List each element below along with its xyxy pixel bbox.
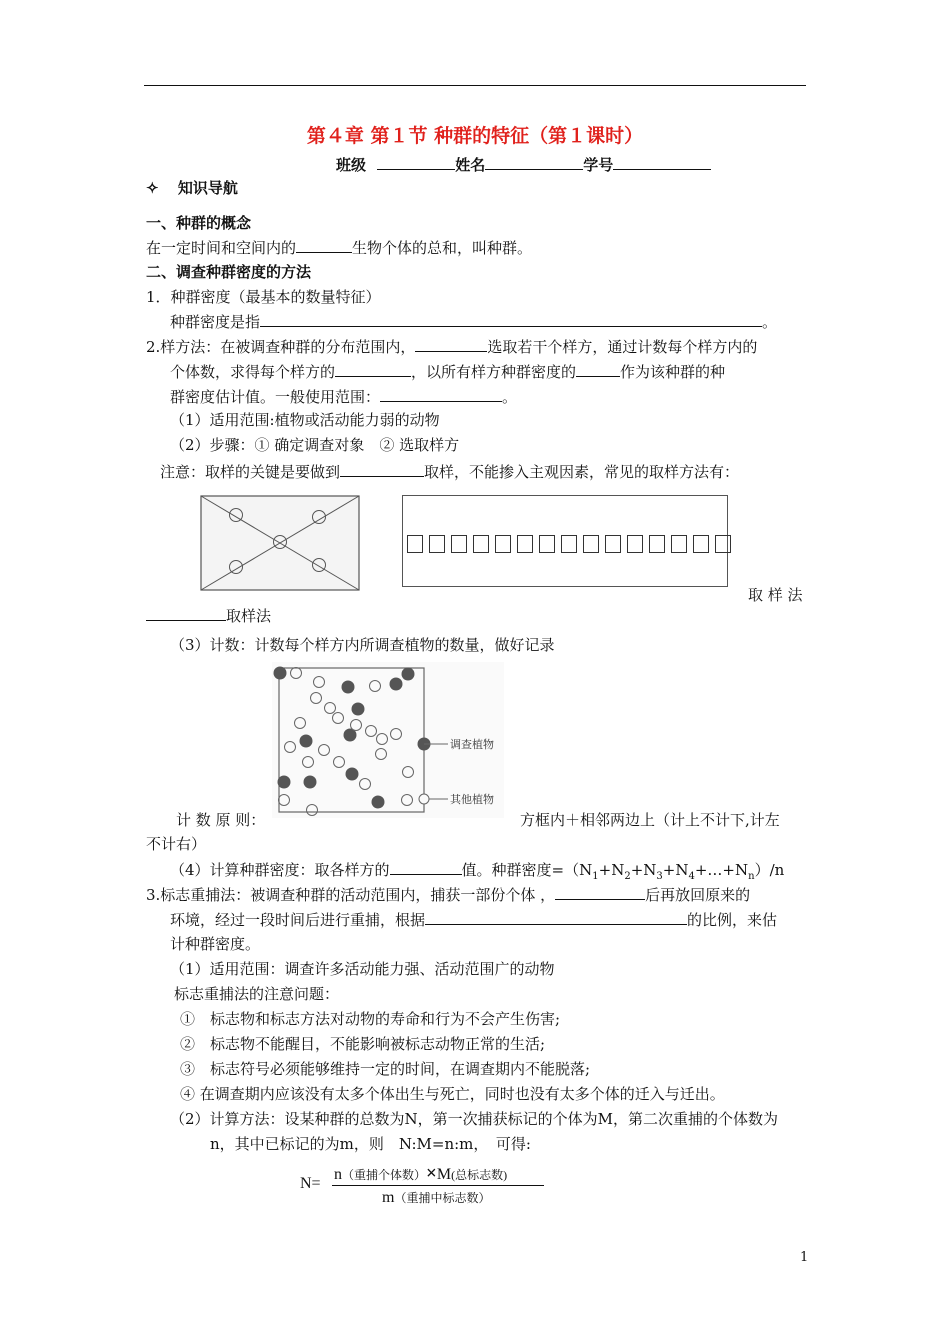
s4-p1: +N [598, 861, 625, 879]
item2-l2-c: 作为该种群的种 [620, 363, 726, 381]
class-label: 班级 [336, 156, 367, 174]
student-info-line [336, 154, 711, 175]
sec1-blank[interactable] [296, 237, 352, 253]
left-sampling-caption [146, 605, 271, 626]
item3-point1: ① 标志物和标志方法对动物的寿命和行为不会产生伤害; [180, 1010, 561, 1028]
number-field[interactable] [613, 154, 711, 170]
sample-box [561, 535, 577, 553]
item2-blank6[interactable] [390, 859, 462, 875]
count-rule-b: 不计右） [146, 835, 207, 853]
item3-attention: 标志重捕法的注意问题： [174, 985, 340, 1003]
count-principle-label: 计 数 原 则： [176, 811, 266, 829]
formula-M-note: (总标志数) [451, 1168, 508, 1182]
section2-heading: 二、调查种群密度的方法 [146, 263, 312, 281]
nav-label: 知识导航 [177, 179, 238, 197]
item3-point3: ③ 标志符号必须能够维持一定的时间，在调查期内不能脱落; [180, 1060, 591, 1078]
s4-subn: n [748, 871, 755, 882]
s4-sub3: 3 [656, 871, 663, 882]
sample-box-row [407, 534, 737, 553]
item2-l1-b: 选取若干个样方，通过计数每个样方内的 [487, 338, 758, 356]
sampling-blank[interactable] [146, 605, 226, 621]
page-number: 1 [800, 1250, 809, 1265]
five-point-sampling-diagram [200, 495, 360, 591]
section1-heading: 一、种群的概念 [146, 214, 252, 232]
s4-p4: +…+N [694, 861, 749, 879]
sample-box [671, 535, 687, 553]
sample-box [693, 535, 709, 553]
formula-n-note: （重捕个体数） [342, 1168, 427, 1182]
sec1-text-a: 在一定时间和空间内的 [146, 239, 297, 257]
item3-blank2[interactable] [425, 909, 687, 925]
item2-scope: （1）适用范围:植物或活动能力弱的动物 [170, 411, 440, 429]
item1-line-a: 种群密度是指 [170, 313, 261, 331]
sample-box [495, 535, 511, 553]
sample-box [517, 535, 533, 553]
formula-lhs: N= [300, 1175, 321, 1192]
counting-diagram [272, 662, 504, 818]
item3-l1-a: 3.标志重捕法：被调查种群的活动范围内，捕获一部份个体 ， [146, 886, 556, 904]
item3-blank1[interactable] [555, 884, 645, 900]
s4-p2: +N [630, 861, 657, 879]
item2-note [160, 461, 739, 482]
item2-line3 [170, 386, 517, 407]
item3-scope: （1）适用范围：调查许多活动能力强、活动范围广的动物 [170, 960, 555, 978]
sample-box [627, 535, 643, 553]
item2-count: （3）计数：计数每个样方内所调查植物的数量，做好记录 [170, 636, 555, 654]
item2-blank1[interactable] [415, 336, 487, 352]
item2-density-calc [170, 859, 784, 887]
item3-line1 [146, 884, 750, 905]
nav-heading [146, 178, 238, 198]
item2-l1-a: 2.样方法：在被调查种群的分布范围内， [146, 338, 416, 356]
sample-box [605, 535, 621, 553]
sample-box [473, 535, 489, 553]
legend-other-label: 其他植物 [450, 793, 494, 806]
top-rule [144, 85, 806, 86]
formula-n: n [334, 1166, 342, 1183]
item2-blank5[interactable] [340, 461, 424, 477]
section1-text [146, 237, 532, 258]
item2-l2-b: ，以所有样方种群密度的 [411, 363, 577, 381]
fraction-bar [332, 1185, 544, 1186]
item2-l2-a: 个体数，求得每个样方的 [170, 363, 336, 381]
s4-end: ）/n [754, 861, 785, 879]
number-label: 学号 [583, 156, 614, 174]
sec1-text-b: 生物个体的总和，叫种群。 [352, 239, 533, 257]
left-caption-text: 取样法 [226, 607, 272, 625]
s4-a: （4）计算种群密度：取各样方的 [170, 861, 390, 879]
page-title: 第４章 第１节 种群的特征（第１课时） [306, 125, 644, 147]
s4-sub4: 4 [688, 871, 695, 882]
sample-box [451, 535, 467, 553]
diamond-icon: ✧ [146, 179, 159, 197]
equidistant-sampling-diagram [402, 495, 728, 587]
item3-l1-b: 后再放回原来的 [645, 886, 751, 904]
item3-l2-a: 环境，经过一段时间后进行重捕，根据 [170, 911, 426, 929]
sample-box [715, 535, 731, 553]
item3-line3: 计种群密度。 [170, 935, 261, 953]
formula-denominator [382, 1189, 490, 1207]
s4-p3: +N [662, 861, 689, 879]
item2-note-b: 取样，不能掺入主观因素，常见的取样方法有： [424, 463, 740, 481]
sample-box [583, 535, 599, 553]
item2-note-a: 注意：取样的关键是要做到 [160, 463, 341, 481]
legend-target-label: 调查植物 [450, 738, 494, 751]
count-rule-a: 方框内＋相邻两边上（计上不计下,计左 [520, 811, 780, 829]
formula-numerator [334, 1163, 507, 1185]
item1-line [170, 311, 777, 332]
sample-box [539, 535, 555, 553]
item2-blank3[interactable] [576, 361, 620, 377]
name-label: 姓名 [455, 156, 486, 174]
item2-blank4[interactable] [380, 386, 502, 402]
item3-point4: ④ 在调查期内应该没有太多个体出生与死亡，同时也没有太多个体的迁入与迁出。 [180, 1085, 725, 1103]
item2-line1 [146, 336, 757, 357]
formula-times: × [426, 1163, 437, 1184]
item3-l2-b: 的比例，来估 [687, 911, 778, 929]
item3-line2 [170, 909, 777, 930]
class-field[interactable] [377, 154, 455, 170]
sample-box [407, 535, 423, 553]
item2-blank2[interactable] [335, 361, 411, 377]
name-field[interactable] [485, 154, 583, 170]
item3-point2: ② 标志物不能醒目，不能影响被标志动物正常的生活; [180, 1035, 546, 1053]
item3-calc-line1: （2）计算方法：设某种群的总数为N，第一次捕获标记的个体为M，第二次重捕的个体数为 [170, 1110, 779, 1128]
item2-line2 [170, 361, 725, 382]
s4-sub2: 2 [624, 871, 631, 882]
item2-steps: （2）步骤：① 确定调查对象 ② 选取样方 [170, 436, 460, 454]
item2-l3-b: 。 [502, 388, 518, 406]
s4-b: 值。种群密度=（N [461, 861, 593, 879]
item1-blank[interactable] [260, 311, 762, 327]
formula-m-note: （重捕中标志数） [394, 1191, 491, 1205]
item2-l3-a: 群密度估计值。一般使用范围： [170, 388, 381, 406]
sample-box [429, 535, 445, 553]
formula-M: M [436, 1166, 452, 1183]
sample-box [649, 535, 665, 553]
item1-title: 1．种群密度（最基本的数量特征） [146, 288, 381, 306]
formula [300, 1163, 550, 1213]
item3-calc-line2: n，其中已标记的为m，则 N:M=n:m， 可得: [210, 1135, 531, 1153]
item1-line-b: 。 [762, 313, 778, 331]
s4-sub1: 1 [592, 871, 599, 882]
formula-m: m [382, 1189, 395, 1206]
right-sampling-caption: 取 样 法 [748, 586, 803, 604]
